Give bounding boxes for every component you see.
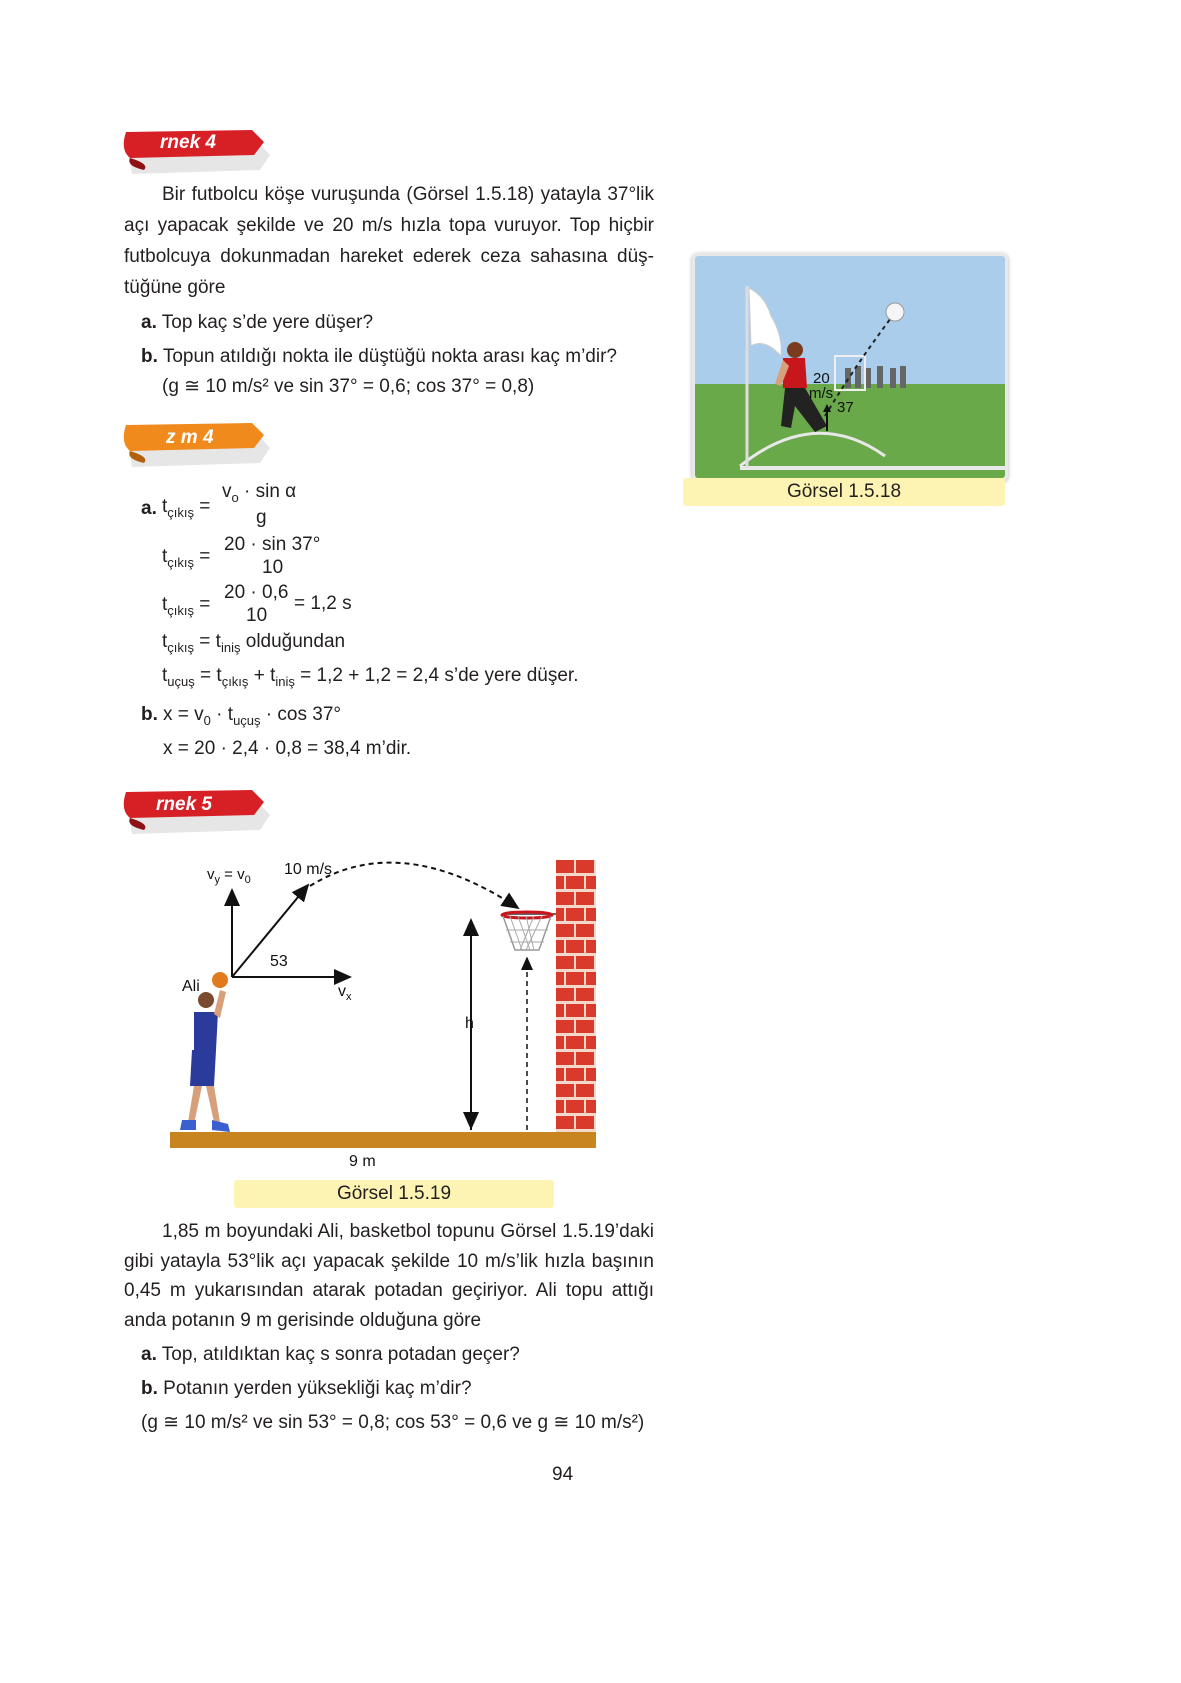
t-cikis-line2: $t_{çıkış}$ = xyxy=(162,546,211,570)
example-4-question-b: b. Topun atıldığı nokta ile düştüğü nokta arası kaç m’dir? xyxy=(141,346,617,367)
distance-label: 9 m xyxy=(349,1153,376,1170)
brick xyxy=(556,876,564,889)
solution-b-label: b. xyxy=(141,704,158,725)
brick xyxy=(576,956,594,969)
brick xyxy=(556,1068,564,1081)
speed-label-20: 20 xyxy=(813,370,830,387)
brick xyxy=(556,1036,564,1049)
brick xyxy=(556,1084,574,1097)
t-cikis-equals-t-inis: $t_{çıkış} = t_{iniş}$ olduğundan xyxy=(162,631,346,655)
vy-label: $v_y = v_0$ xyxy=(207,866,251,886)
brick xyxy=(556,956,574,969)
brick xyxy=(576,1084,594,1097)
figure-1-5-19-caption: Görsel 1.5.19 xyxy=(234,1180,554,1208)
brick xyxy=(556,924,574,937)
figure-1-5-18-caption: Görsel 1.5.18 xyxy=(683,478,1005,506)
figure-1-5-18 xyxy=(692,253,1008,481)
brick xyxy=(586,1004,596,1017)
t-ucus-line: $t_{uçuş} = t_{çıkış} + t_{iniş} = 1,2 + 1,2 = 2,4$ s’de yere düşer. xyxy=(162,665,579,689)
fraction-3-numerator: 20 · 0,6 xyxy=(224,582,289,603)
brick-wall xyxy=(556,860,596,1132)
brick xyxy=(586,1100,596,1113)
brick xyxy=(576,1116,594,1129)
brick xyxy=(566,940,584,953)
fraction-3-denominator: 10 xyxy=(246,605,268,626)
fraction-3-result: = 1,2 s xyxy=(294,593,352,614)
basketball-diagram xyxy=(160,850,610,1170)
brick xyxy=(566,908,584,921)
basketball-player xyxy=(180,972,230,1132)
brick xyxy=(556,1004,564,1017)
solution-b-line2: x = 20 · 2,4 · 0,8 = 38,4 m’dir. xyxy=(163,738,412,759)
example-5-question-a: a. Top, atıldıktan kaç s sonra potadan geçer? xyxy=(141,1344,520,1365)
brick xyxy=(556,892,574,905)
brick xyxy=(586,940,596,953)
example-4-label: rnek 4 xyxy=(160,132,216,153)
basketball-hoop xyxy=(502,912,556,950)
brick xyxy=(556,908,564,921)
trajectory xyxy=(310,863,518,908)
example-4-paragraph: Bir futbolcu köşe vuruşunda (Görsel 1.5.18) yatayla 37°lik açı yapacak şekilde ve 20 m/s hızla topa vuruyor. Top hiçbir futbolcuya dokunmadan hareket ederek ceza sahasına düş-tüğüne göre xyxy=(124,184,654,298)
example-4-question-a: a. Top kaç s’de yere düşer? xyxy=(141,312,374,333)
brick xyxy=(556,972,564,985)
brick xyxy=(576,924,594,937)
fraction-2-denominator: 10 xyxy=(262,557,284,578)
brick xyxy=(556,1100,564,1113)
brick xyxy=(566,1068,584,1081)
solution-4-tag xyxy=(120,421,280,477)
figure-1-5-19 xyxy=(160,850,610,1170)
brick xyxy=(566,1100,584,1113)
brick xyxy=(556,940,564,953)
t-cikis-line3: $t_{çıkış}$ = xyxy=(162,594,211,618)
speed-label-unit: m/s xyxy=(809,385,834,402)
brick xyxy=(566,876,584,889)
brick xyxy=(576,1020,594,1033)
example-5-question-b: b. Potanın yerden yüksekliği kaç m’dir? xyxy=(141,1378,472,1399)
brick xyxy=(556,860,574,873)
brick xyxy=(556,1020,574,1033)
angle-label-53: 53 xyxy=(270,953,288,970)
fraction-1-denominator: g xyxy=(256,507,267,528)
ali-label: Ali xyxy=(182,978,200,995)
example-5-label: rnek 5 xyxy=(156,794,212,815)
example-4-given: (g ≅ 10 m/s² ve sin 37° = 0,6; cos 37° = 0,8) xyxy=(162,376,535,397)
solution-4-label: z m 4 xyxy=(166,427,214,448)
example-4-tag xyxy=(120,128,280,184)
brick xyxy=(586,1036,596,1049)
brick xyxy=(576,988,594,1001)
brick xyxy=(576,892,594,905)
corner-kick-illustration xyxy=(695,256,1005,478)
page-number: 94 xyxy=(552,1464,574,1485)
brick xyxy=(556,1052,574,1065)
brick xyxy=(586,972,596,985)
brick xyxy=(556,1116,574,1129)
brick xyxy=(586,876,596,889)
solution-b-line1: $x = v_0 \cdot t_{uçuş} \cdot \cos 37^\circ$ xyxy=(163,704,341,728)
brick xyxy=(566,1004,584,1017)
speed-label: 10 m/s xyxy=(284,861,333,878)
t-cikis-line1: $t_{çıkış}$ = xyxy=(162,496,211,520)
brick xyxy=(566,972,584,985)
brick xyxy=(586,1068,596,1081)
angle-label-37: 37 xyxy=(837,399,854,416)
brick xyxy=(576,1052,594,1065)
fraction-2-numerator: 20 · sin 37° xyxy=(224,534,321,555)
floor xyxy=(170,1132,596,1148)
brick xyxy=(566,1036,584,1049)
brick xyxy=(556,988,574,1001)
example-5-tag xyxy=(120,788,280,844)
example-5-paragraph: 1,85 m boyundaki Ali, basketbol topunu Görsel 1.5.19’daki gibi yatayla 53°lik açı yapacak şekilde 10 m/s’lik hızla başının 0,45 m yukarısından atarak potadan geçiriyor. Ali topu attığı anda potanın 9 m gerisinde olduğuna göre xyxy=(124,1221,654,1331)
fraction-1-numerator: $v_o \cdot \sin \alpha$ xyxy=(222,481,297,505)
example-5-given: (g ≅ 10 m/s² ve sin 53° = 0,8; cos 53° = 0,6 ve g ≅ 10 m/s²) xyxy=(141,1412,645,1433)
vx-label: $v_x$ xyxy=(338,983,352,1003)
brick xyxy=(576,860,594,873)
brick xyxy=(586,908,596,921)
solution-a-label: a. xyxy=(141,498,157,519)
height-label: h xyxy=(465,1015,474,1032)
